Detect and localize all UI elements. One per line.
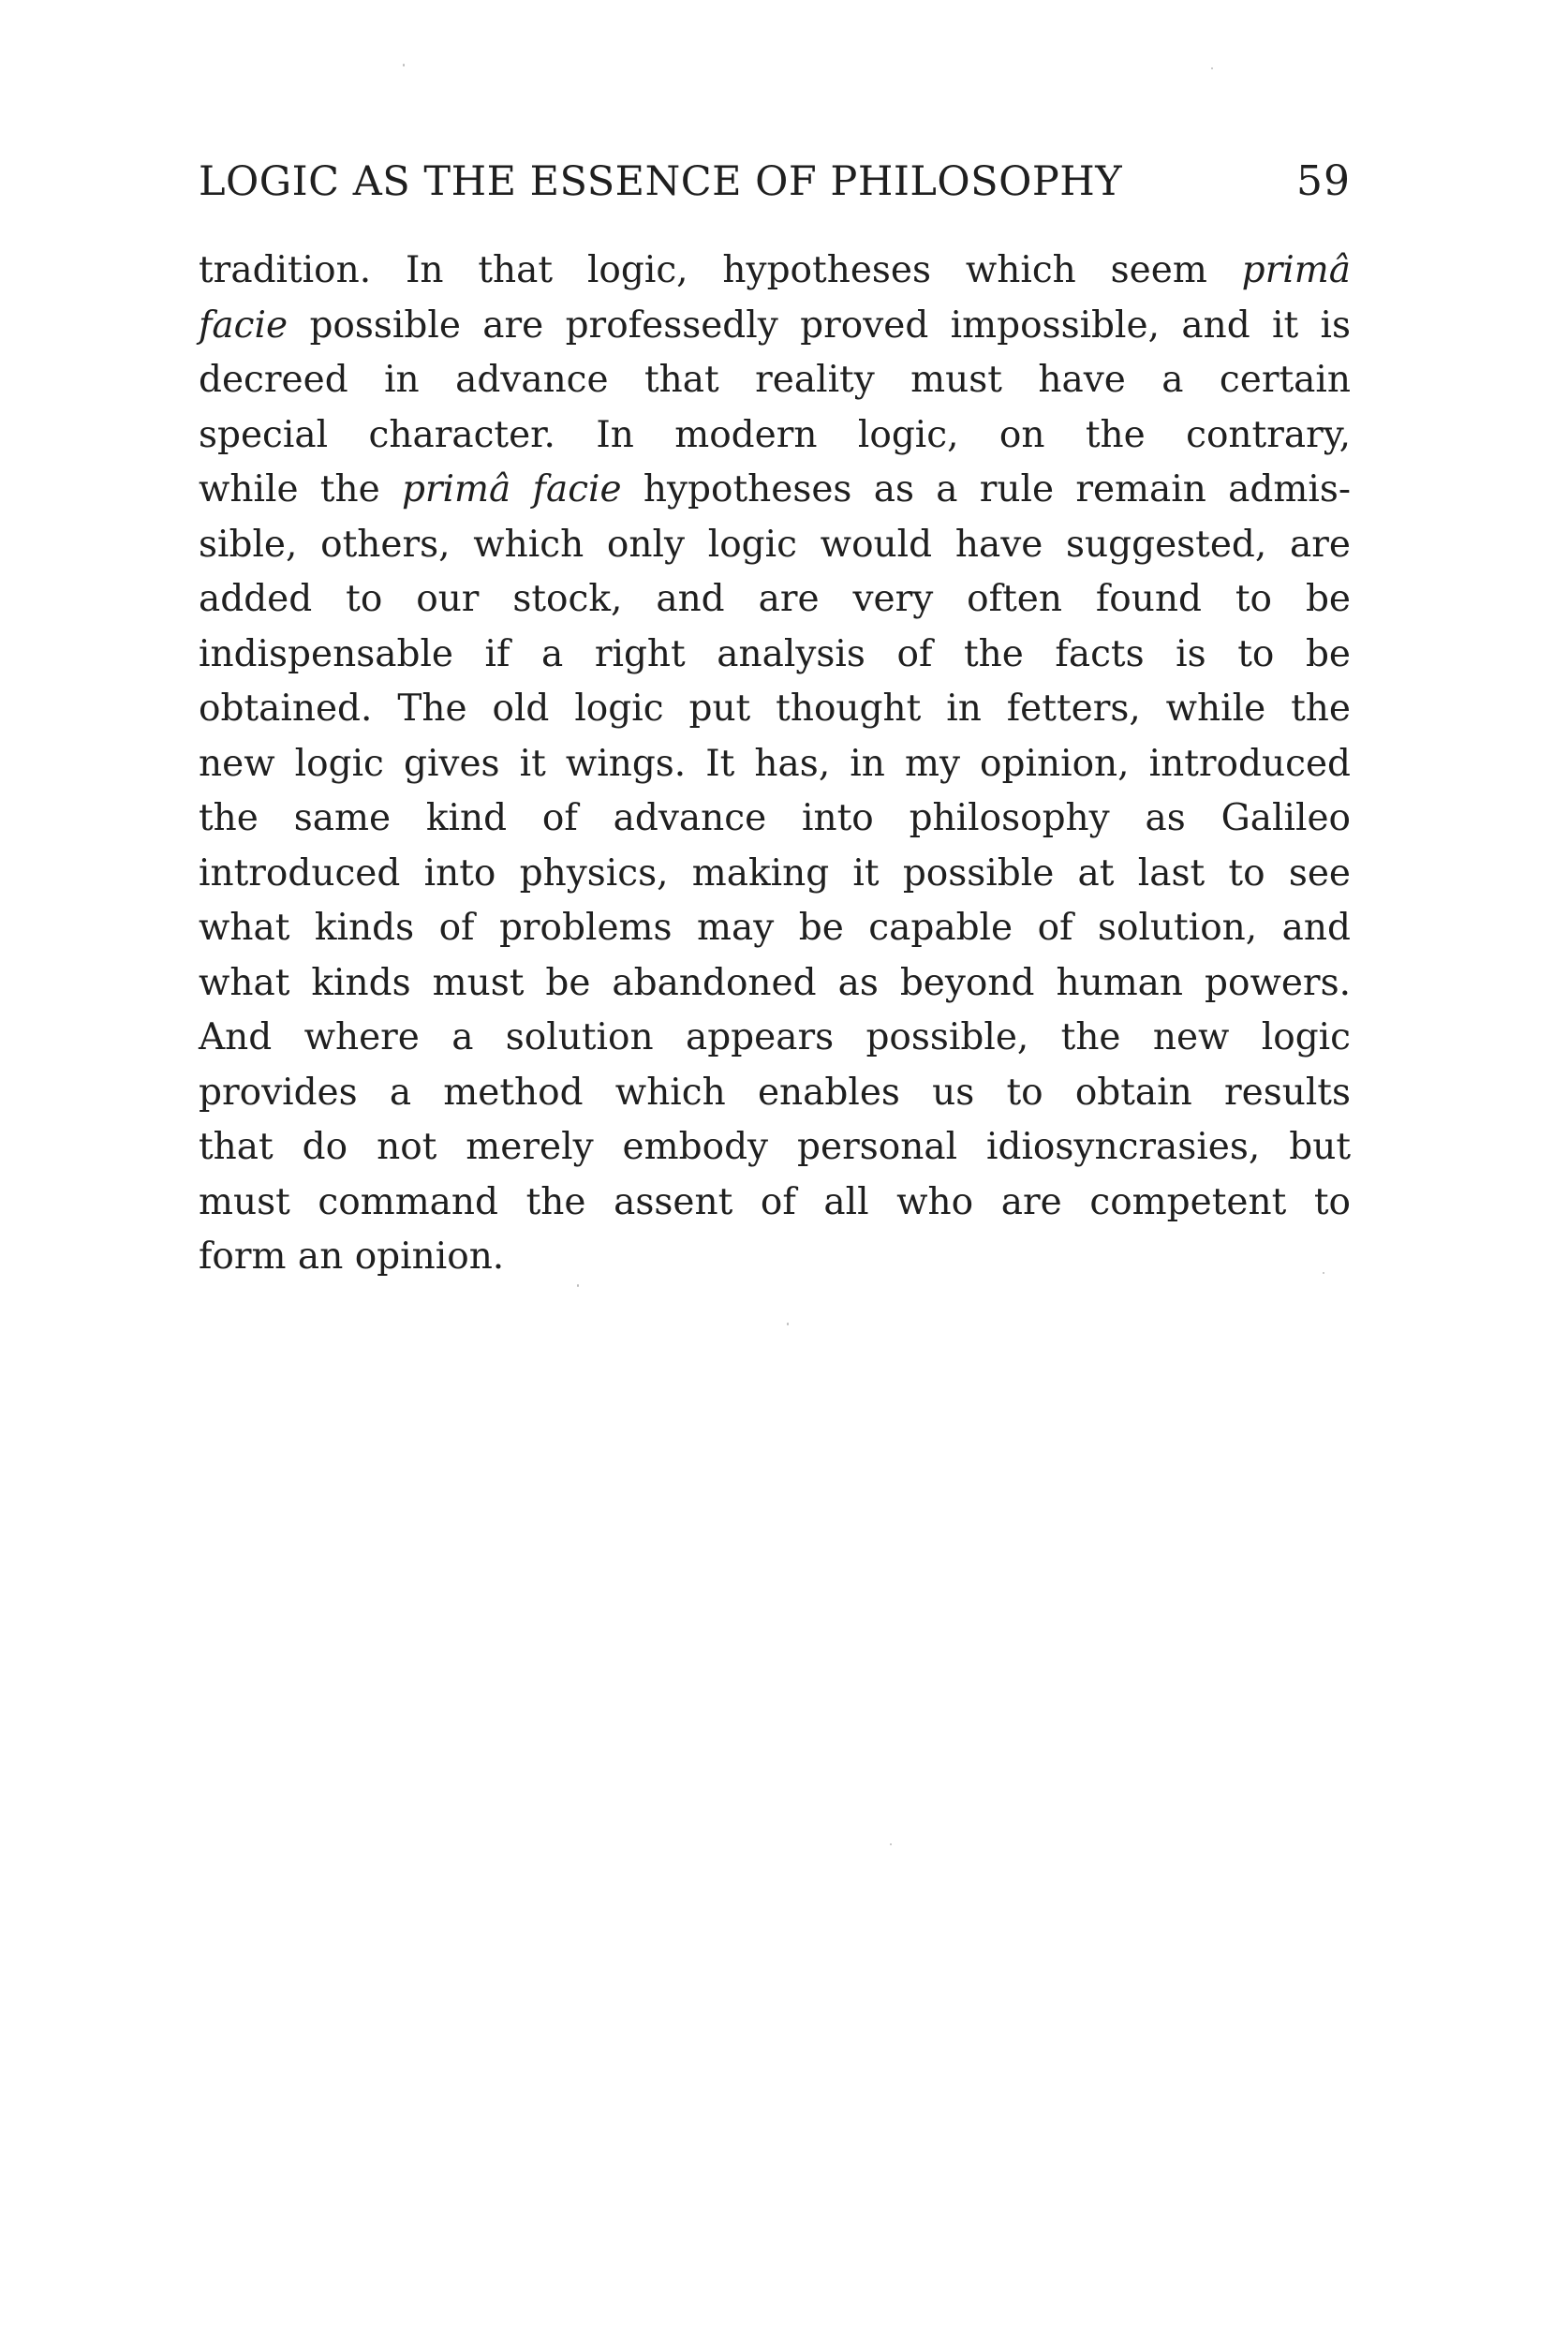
italic-phrase: primâ facie — [401, 468, 622, 510]
text-line: tradition. In that logic, hypotheses which seem primâ — [199, 249, 1351, 291]
page-number: 59 — [1296, 157, 1351, 205]
italic-phrase: facie — [199, 303, 288, 347]
text-line: what kinds of problems may be capable of solution, and — [199, 907, 1351, 949]
text-line: the same kind of advance into philosophy as Galileo — [199, 797, 1351, 839]
text-line: And where a solution appears possible, the new logic — [199, 1016, 1351, 1058]
scan-speck — [403, 64, 405, 67]
text-line: while the primâ facie hypotheses as a rule remain admis- — [199, 468, 1352, 510]
text-line: added to our stock, and are very often found to be — [199, 578, 1351, 620]
text-line: form an opinion. — [199, 1235, 505, 1278]
text-line: sible, others, which only logic would have suggested, are — [199, 523, 1351, 566]
text-line: provides a method which enables us to obtain results — [199, 1071, 1351, 1114]
scan-speck — [890, 1843, 892, 1845]
text-line: facie possible are professedly proved impossible, and it is — [199, 303, 1351, 347]
body-paragraph — [199, 244, 1351, 1285]
text-line: what kinds must be abandoned as beyond human powers. — [199, 961, 1351, 1004]
text-line: introduced into physics, making it possible at last to see — [199, 851, 1351, 895]
text-line: that do not merely embody personal idiosyncrasies, but — [199, 1126, 1351, 1168]
text-line: indispensable if a right analysis of the facts is to be — [199, 632, 1351, 675]
text-line: must command the assent of all who are competent to — [199, 1180, 1351, 1223]
running-head-title: LOGIC AS THE ESSENCE OF PHILOSOPHY — [199, 158, 1123, 205]
text-line: decreed in advance that reality must have a certain — [199, 359, 1351, 401]
scan-speck — [1323, 1272, 1324, 1274]
italic-phrase: primâ — [1241, 249, 1351, 291]
scan-speck — [787, 1323, 789, 1325]
text-line: obtained. The old logic put thought in fetters, while the — [199, 688, 1351, 730]
text-line: special character. In modern logic, on the contrary, — [199, 413, 1351, 456]
scan-speck — [1211, 67, 1213, 69]
scan-speck — [577, 1284, 579, 1287]
text-line: new logic gives it wings. It has, in my opinion, introduced — [199, 742, 1351, 785]
running-head — [199, 157, 1351, 214]
